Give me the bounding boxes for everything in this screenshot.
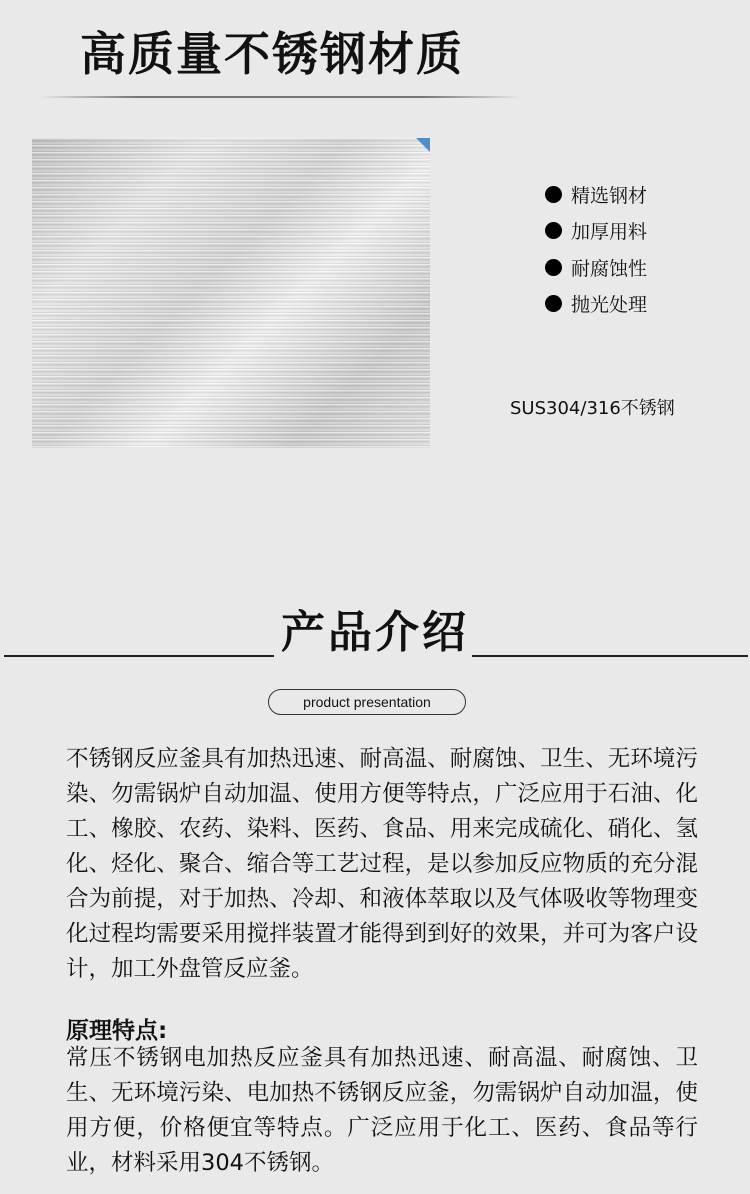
feature-item bbox=[545, 249, 647, 286]
feature-item bbox=[545, 286, 647, 323]
section-divider-right bbox=[472, 655, 748, 657]
bullet-icon bbox=[545, 259, 562, 276]
section-title: 产品介绍 bbox=[281, 607, 469, 658]
feature-label: 加厚用料 bbox=[571, 221, 648, 244]
material-label: SUS304/316不锈钢 bbox=[510, 398, 675, 419]
bullet-icon bbox=[545, 186, 562, 203]
page-title: 高质量不锈钢材质 bbox=[80, 27, 464, 81]
steel-sheet-image bbox=[32, 138, 430, 448]
bullet-icon bbox=[545, 222, 562, 239]
feature-item bbox=[545, 176, 647, 213]
principle-paragraph: 常压不锈钢电加热反应釜具有加热迅速、耐高温、耐腐蚀、卫生、无环境污染、电加热不锈钢反应釜，勿需锅炉自动加温，使用方便，价格便宜等特点。广泛应用于化工、医药、食品等行业，材料采用304不锈钢。 bbox=[66, 1045, 698, 1176]
feature-list bbox=[545, 176, 647, 322]
title-underline bbox=[40, 96, 520, 98]
section-subtitle-pill: product presentation bbox=[268, 689, 466, 715]
feature-label: 精选钢材 bbox=[571, 184, 648, 207]
feature-label: 耐腐蚀性 bbox=[571, 257, 648, 280]
bullet-icon bbox=[545, 295, 562, 312]
feature-label: 抛光处理 bbox=[571, 294, 648, 317]
principle-title: 原理特点: bbox=[66, 1018, 168, 1044]
intro-paragraph: 不锈钢反应釜具有加热迅速、耐高温、耐腐蚀、卫生、无环境污染、勿需锅炉自动加温、使用方便等特点，广泛应用于石油、化工、橡胶、农药、染料、医药、食品、用来完成硫化、硝化、氢化、烃化、聚合、缩合等工艺过程，是以参加反应物质的充分混合为前提，对于加热、冷却、和液体萃取以及气体吸收等物理变化过程均需要采用搅拌装置才能得到到好的效果，并可为客户设计，加工外盘管反应釜。 bbox=[66, 746, 698, 982]
feature-item bbox=[545, 213, 647, 250]
corner-accent bbox=[416, 138, 430, 152]
